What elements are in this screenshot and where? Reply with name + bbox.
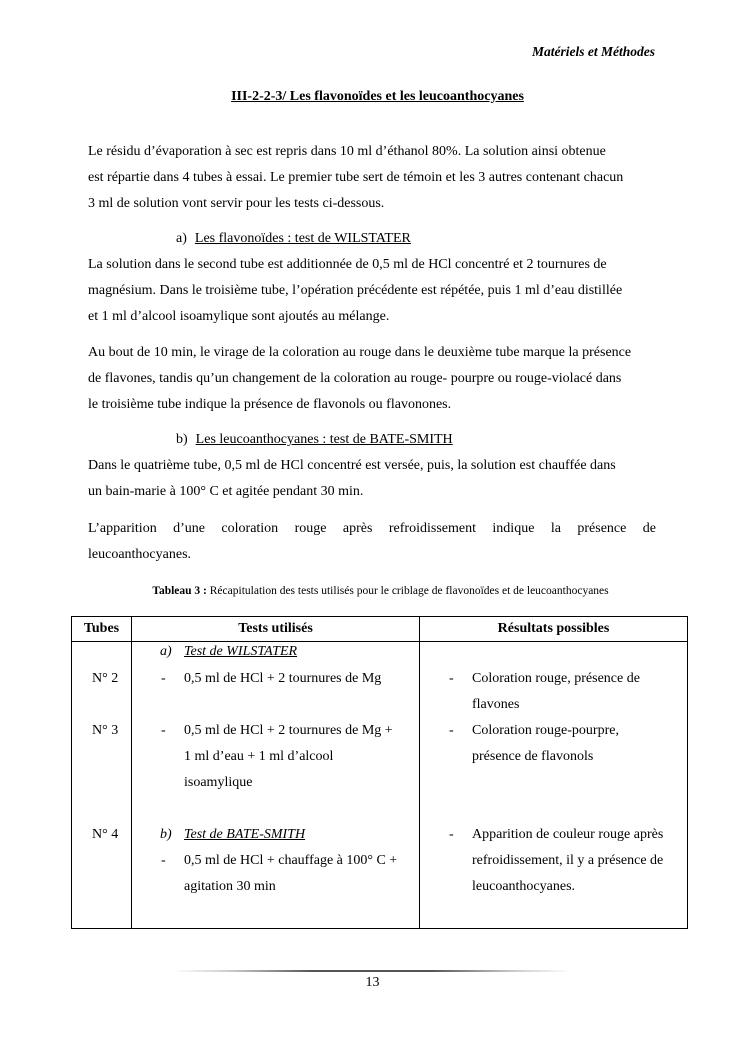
paragraph-a2 [88,340,656,418]
result-line: leucoanthocyanes. [472,879,576,894]
paragraph-b2 [88,516,656,568]
dash: - [161,723,166,738]
result-line: refroidissement, il y a présence de [472,853,664,868]
table-caption: Tableau 3 : Récapitulation des tests utilisés pour le criblage de flavonoïdes et de leucoanthocyanes [152,585,609,597]
text-line: 3 ml de solution vont servir pour les tests ci-dessous. [88,196,385,211]
text-line: leucoanthocyanes. [88,547,192,562]
result-line: Coloration rouge, présence de [472,671,640,686]
test-b-marker: b) [160,827,172,842]
page-number: 13 [365,975,380,990]
tube-label: N° 2 [92,671,119,686]
running-header: Matériels et Méthodes [532,44,655,59]
text-line: le troisième tube indique la présence de flavonols ou flavonones. [88,397,452,412]
result-line: flavones [472,697,520,712]
dash: - [161,853,166,868]
test-b-title: Test de BATE-SMITH [184,827,306,842]
tube-label: N° 3 [92,723,119,738]
paragraph-b1 [88,453,656,505]
header-tests: Tests utilisés [132,617,420,642]
section-title: III-2-2-3/ Les flavonoïdes et les leucoanthocyanes [231,89,524,104]
tests-cell [132,642,420,929]
tube-label: N° 4 [92,827,119,842]
header-results: Résultats possibles [420,617,688,642]
header-tubes: Tubes [72,617,132,642]
footer-divider [173,970,571,972]
paragraph-a1 [88,252,656,330]
text-line: La solution dans le second tube est additionnée de 0,5 ml de HCl concentré et 2 tournures de [88,257,607,272]
text-line: Le résidu d’évaporation à sec est repris dans 10 ml d’éthanol 80%. La solution ainsi obtenue [88,144,606,159]
text-line: est répartie dans 4 tubes à essai. Le premier tube sert de témoin et les 3 autres contenant chacun [88,170,624,185]
test-a-marker: a) [160,644,172,659]
test-line: agitation 30 min [184,879,276,894]
text-line: Au bout de 10 min, le virage de la coloration au rouge dans le deuxième tube marque la présence [88,345,632,360]
dash: - [161,671,166,686]
result-line: Apparition de couleur rouge après [472,827,664,842]
text-line: Dans le quatrième tube, 0,5 ml de HCl concentré est versée, puis, la solution est chauffée dans [88,458,616,473]
recap-table [71,616,688,929]
test-line: 1 ml d’eau + 1 ml d’alcool [184,749,334,764]
text-line: de flavones, tandis qu’un changement de la coloration au rouge- pourpre ou rouge-violacé dans [88,371,622,386]
text-line: et 1 ml d’alcool isoamylique sont ajoutés au mélange. [88,309,390,324]
text-line: un bain-marie à 100° C et agitée pendant 30 min. [88,484,364,499]
test-line: 0,5 ml de HCl + chauffage à 100° C + [184,853,398,868]
dash: - [449,827,454,842]
test-line: isoamylique [184,775,253,790]
text-line: magnésium. Dans le troisième tube, l’opération précédente est répétée, puis 1 ml d’eau distillée [88,283,623,298]
test-a-title: Test de WILSTATER [184,644,298,659]
result-line: présence de flavonols [472,749,594,764]
dash: - [449,671,454,686]
tubes-cell [72,642,132,929]
text-line: L’apparition d’une coloration rouge après refroidissement indique la présence de [88,521,656,536]
table-row [72,642,688,929]
dash: - [449,723,454,738]
test-line: 0,5 ml de HCl + 2 tournures de Mg + [184,723,393,738]
results-cell [420,642,688,929]
intro-paragraph [88,139,656,217]
test-line: 0,5 ml de HCl + 2 tournures de Mg [184,671,382,686]
subheading-b: b) Les leucoanthocyanes : test de BATE-SMITH [176,432,453,447]
table-header-row [72,617,688,642]
result-line: Coloration rouge-pourpre, [472,723,619,738]
subheading-a: a) Les flavonoïdes : test de WILSTATER [176,231,411,246]
